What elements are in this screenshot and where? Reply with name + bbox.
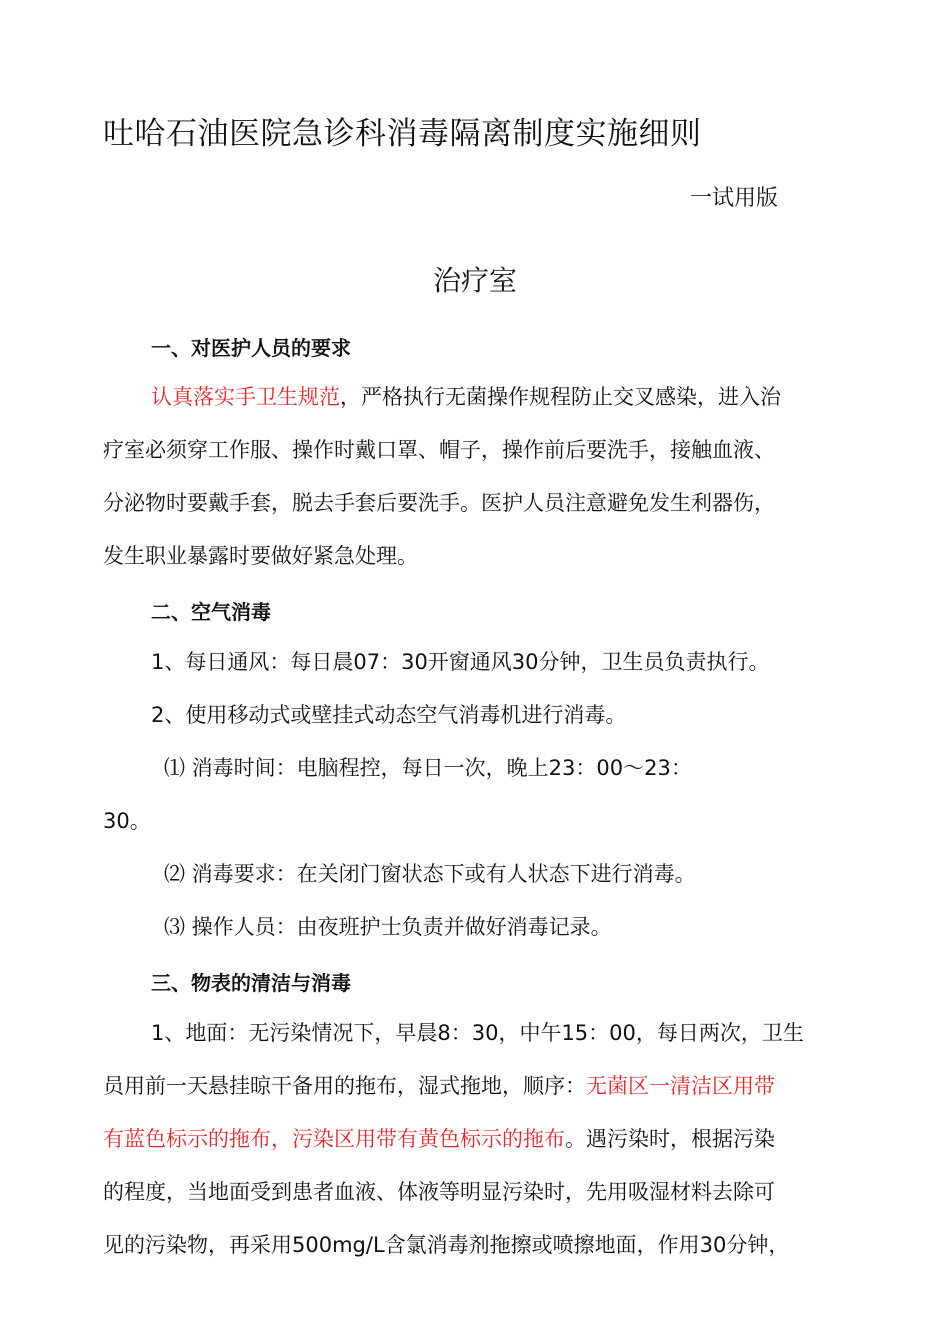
version-label: 一试用版 [690, 186, 779, 211]
paragraph-line: 见的污染物，再采用500mg/L含氯消毒剂拖擦或喷擦地面，作用30分钟， [103, 1233, 790, 1257]
document-title: 吐哈石油医院急诊科消毒隔离制度实施细则 [103, 116, 702, 152]
highlight-text: 有蓝色标示的拖布，污染区用带有黄色标示的拖布 [103, 1127, 565, 1151]
paragraph-line: 1、地面：无污染情况下，早晨8：30，中午15：00，每日两次，卫生 [151, 1021, 804, 1045]
list-item: 2、使用移动式或壁挂式动态空气消毒机进行消毒。 [151, 703, 627, 727]
text-span: 员用前一天悬挂晾干备用的拖布，湿式拖地，顺序： [103, 1074, 586, 1098]
heading-air-disinfection: 二、空气消毒 [151, 600, 271, 624]
highlight-text: 认真落实手卫生规范 [151, 385, 340, 409]
heading-surface-cleaning: 三、物表的清洁与消毒 [151, 971, 351, 995]
sub-list-item-continued: 30。 [103, 809, 151, 833]
list-item: 1、每日通风：每日晨07：30开窗通风30分钟，卫生员负责执行。 [151, 650, 770, 674]
paragraph-line: 分泌物时要戴手套，脱去手套后要洗手。医护人员注意避免发生利器伤， [103, 491, 775, 515]
paragraph-line: 的程度，当地面受到患者血液、体液等明显污染时，先用吸湿材料去除可 [103, 1180, 775, 1204]
heading-staff-requirements: 一、对医护人员的要求 [151, 336, 351, 360]
sub-list-item: ⑵ 消毒要求：在关闭门窗状态下或有人状态下进行消毒。 [164, 862, 696, 886]
paragraph-line: 疗室必须穿工作服、操作时戴口罩、帽子，操作前后要洗手，接触血液、 [103, 438, 775, 462]
text-span: ，严格执行无菌操作规程防止交叉感染，进入治 [340, 385, 781, 409]
paragraph-line [103, 1124, 775, 1154]
highlight-text: 无菌区一清洁区用带 [586, 1074, 775, 1098]
sub-list-item: ⑴ 消毒时间：电脑程控，每日一次，晚上23：00〜23： [164, 756, 692, 780]
paragraph-line [103, 1071, 775, 1101]
section-title: 治疗室 [432, 264, 517, 297]
paragraph-line: 发生职业暴露时要做好紧急处理。 [103, 544, 418, 568]
paragraph-line [151, 382, 781, 412]
text-span: 。遇污染时，根据污染 [565, 1127, 775, 1151]
sub-list-item: ⑶ 操作人员：由夜班护士负责并做好消毒记录。 [164, 915, 612, 939]
